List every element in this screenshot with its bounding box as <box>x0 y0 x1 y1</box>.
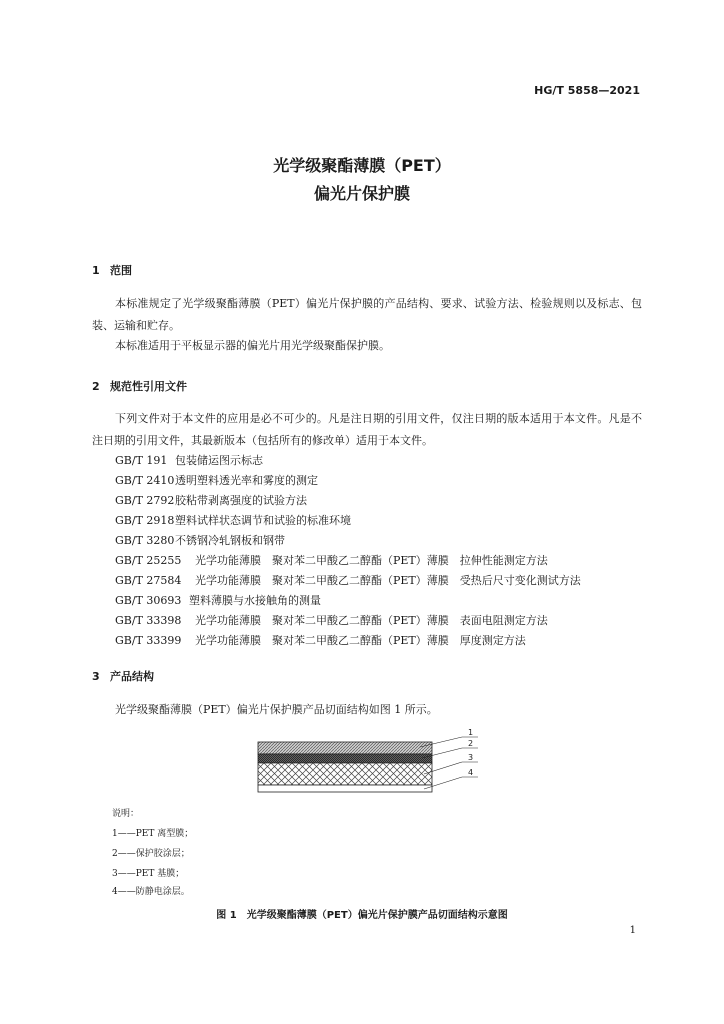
section1-heading <box>92 262 132 278</box>
reference-code: GB/T 27584 <box>115 574 182 587</box>
reference-item <box>115 451 263 471</box>
section1-title: 范围 <box>110 264 132 277</box>
reference-item <box>115 571 581 591</box>
reference-code: GB/T 33399 <box>115 634 182 647</box>
reference-item <box>115 471 318 491</box>
reference-code: GB/T 191 <box>115 454 168 467</box>
figure-label-1: 1 <box>468 728 474 737</box>
legend-item: 1——PET 离型膜； <box>112 829 194 839</box>
reference-title: 光学功能薄膜 聚对苯二甲酸乙二醇酯（PET）薄膜 受热后尺寸变化测试方法 <box>195 574 581 587</box>
section3-heading <box>92 668 154 684</box>
reference-item <box>115 511 351 531</box>
reference-code: GB/T 3280 <box>115 534 175 547</box>
reference-title: 光学功能薄膜 聚对苯二甲酸乙二醇酯（PET）薄膜 表面电阻测定方法 <box>195 614 548 627</box>
section1-paragraph2: 本标准适用于平板显示器的偏光片用光学级聚酯保护膜。 <box>115 339 390 352</box>
section3-number: 3 <box>92 670 100 683</box>
reference-item <box>115 611 548 631</box>
legend-item: 3——PET 基膜； <box>112 869 185 879</box>
reference-code: GB/T 2792 <box>115 494 175 507</box>
figure-label-2: 2 <box>468 739 474 748</box>
layer-pet-base-film <box>258 763 432 785</box>
reference-item <box>115 631 526 651</box>
section2-title: 规范性引用文件 <box>110 380 187 393</box>
reference-code: GB/T 2918 <box>115 514 175 527</box>
reference-title: 塑料薄膜与水接触角的测量 <box>189 594 321 607</box>
layer-protective-adhesive <box>258 754 432 763</box>
section2-heading <box>92 378 187 394</box>
reference-title: 光学功能薄膜 聚对苯二甲酸乙二醇酯（PET）薄膜 拉伸性能测定方法 <box>195 554 548 567</box>
figure-label-3: 3 <box>468 753 474 762</box>
reference-item <box>115 591 321 611</box>
section1-number: 1 <box>92 264 100 277</box>
document-title-line2: 偏光片保护膜 <box>313 184 410 203</box>
section2-intro: 下列文件对于本文件的应用是必不可少的。凡是注日期的引用文件，仅注日期的版本适用于本文件。凡是不注日期的引用文件，其最新版本（包括所有的修改单）适用于本文件。 <box>92 412 642 447</box>
figure-label-4: 4 <box>468 768 474 777</box>
standard-code: HG/T 5858—2021 <box>534 84 640 97</box>
reference-code: GB/T 25255 <box>115 554 182 567</box>
legend-item: 4——防静电涂层。 <box>112 887 190 897</box>
document-title-line1: 光学级聚酯薄膜（PET） <box>273 156 451 175</box>
legend-item: 2——保护胶涂层； <box>112 849 190 859</box>
reference-item <box>115 531 285 551</box>
section2-number: 2 <box>92 380 100 393</box>
reference-item <box>115 491 307 511</box>
reference-code: GB/T 30693 <box>115 594 182 607</box>
cross-section-figure <box>250 728 490 800</box>
reference-title: 光学功能薄膜 聚对苯二甲酸乙二醇酯（PET）薄膜 厚度测定方法 <box>195 634 526 647</box>
section3-title: 产品结构 <box>110 670 154 683</box>
legend-title: 说明： <box>112 809 140 819</box>
figure-caption: 图 1 光学级聚酯薄膜（PET）偏光片保护膜产品切面结构示意图 <box>216 910 508 921</box>
section1-paragraph1: 本标准规定了光学级聚酯薄膜（PET）偏光片保护膜的产品结构、要求、试验方法、检验规则以及标志、包装、运输和贮存。 <box>92 297 642 332</box>
layer-pet-release-film <box>258 742 432 754</box>
reference-title: 胶粘带剥离强度的试验方法 <box>175 494 307 507</box>
reference-title: 透明塑料透光率和雾度的测定 <box>175 474 318 487</box>
layer-antistatic-coating <box>258 785 432 792</box>
reference-title: 塑料试样状态调节和试验的标准环境 <box>175 514 351 527</box>
reference-code: GB/T 2410 <box>115 474 175 487</box>
reference-item <box>115 551 548 571</box>
section3-intro: 光学级聚酯薄膜（PET）偏光片保护膜产品切面结构如图 1 所示。 <box>115 703 438 716</box>
reference-title: 包装储运图示标志 <box>175 454 263 467</box>
reference-code: GB/T 33398 <box>115 614 182 627</box>
reference-title: 不锈钢冷轧钢板和钢带 <box>175 534 285 547</box>
page-number: 1 <box>629 925 636 936</box>
